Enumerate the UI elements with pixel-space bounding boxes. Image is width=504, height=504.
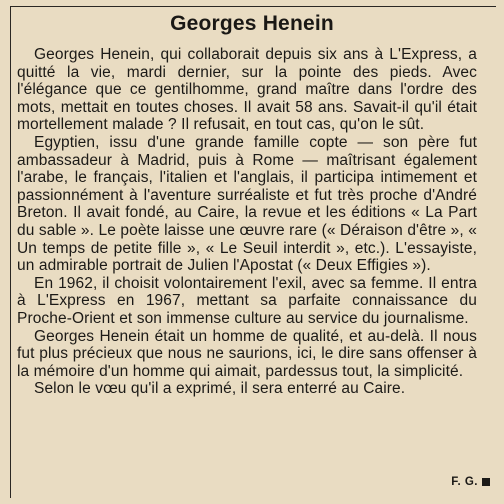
article-body: [17, 46, 477, 398]
paragraph-2: Egyptien, issu d'une grande famille copte — son père fut ambassadeur à Madrid, puis à Rome — maîtrisant également l'arabe, le français, l'italien et l'anglais, il participa intimement et passionnément à l'aventure surréaliste et fut très proche d'André Breton. Il avait fondé, au Caire, la revue et les éditions « La Part du sable ». Le poète laisse une œuvre rare (« Déraison d'être », « Un temps de petite fille », « Le Seuil interdit », etc.). L'essayiste, un admirable portrait de Julien l'Apostat (« Deux Effigies »).: [17, 133, 477, 275]
author-initials: F. G.: [451, 476, 478, 488]
paragraph-4: Georges Henein était un homme de qualité, et au-delà. Il nous fut plus précieux que nous ne saurions, ici, le dire sans offenser à la mémoire d'un homme qui aimait, pardessus tout, la simplicité.: [17, 327, 477, 380]
author-signoff: [451, 476, 490, 488]
paragraph-3: En 1962, il choisit volontairement l'exil, avec sa femme. Il entra à L'Express en 1967, mettant sa parfaite connaissance du Proche-Orient et son immense culture au service du journalisme.: [17, 274, 477, 327]
paragraph-5: Selon le vœu qu'il a exprimé, il sera enterré au Caire.: [34, 380, 406, 398]
article-title: Georges Henein: [170, 12, 334, 35]
black-square-icon: [482, 478, 490, 486]
paragraph-1: Georges Henein, qui collaborait depuis six ans à L'Express, a quitté la vie, mardi dernier, sur la pointe des pieds. Avec l'élégance que ce gentilhomme, grand maître dans l'ordre des mots, mettait en toutes choses. Il avait 58 ans. Savait-il qu'il était mortellement malade ? Il refusait, en tout cas, qu'on le sût.: [17, 46, 477, 134]
